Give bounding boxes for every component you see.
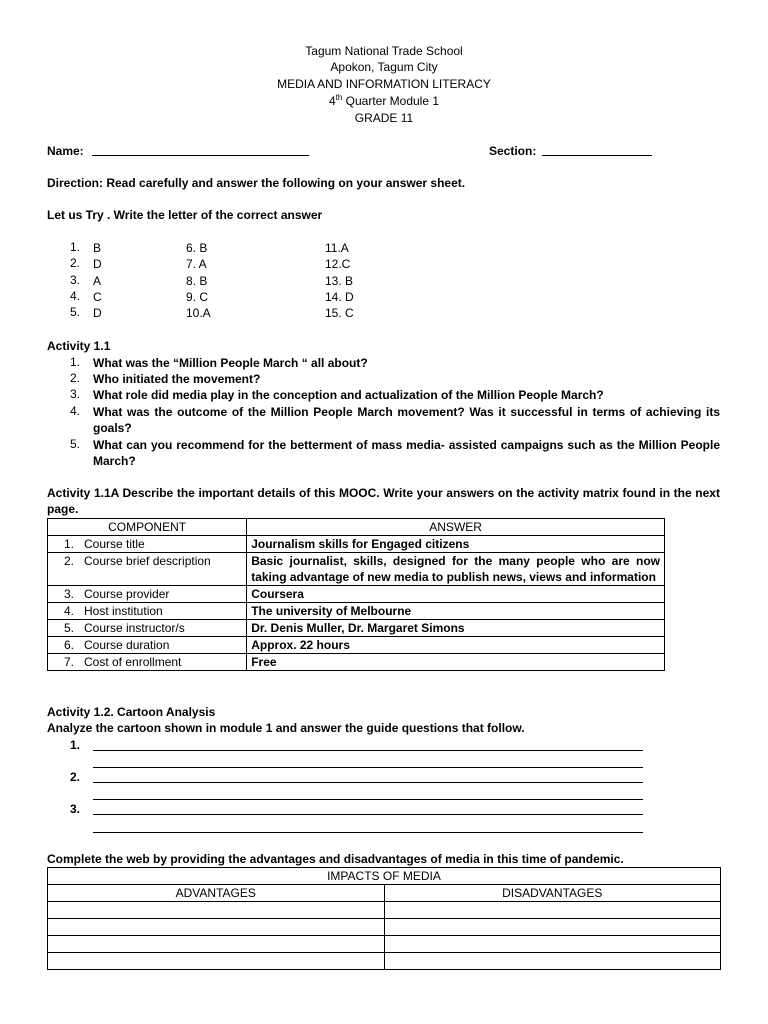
quarter-module: 4th Quarter Module 1 — [328, 93, 440, 108]
answer-num: 5. — [69, 305, 80, 319]
subject-title: MEDIA AND INFORMATION LITERACY — [277, 77, 491, 91]
row-answer: The university of Melbourne — [247, 603, 665, 620]
section-label: Section: — [489, 144, 537, 158]
row-component: Course provider — [80, 586, 247, 603]
activity-1-2-title: Activity 1.2. Cartoon Analysis — [47, 705, 216, 719]
answer-item: D — [93, 257, 102, 271]
answer-line[interactable] — [93, 750, 643, 751]
answer-item: A — [93, 274, 102, 288]
row-num: 5. — [48, 620, 81, 637]
question-num: 4. — [69, 404, 80, 418]
answer-item: B — [93, 241, 102, 255]
advantage-cell[interactable] — [48, 919, 385, 936]
answer-num: 2. — [69, 256, 80, 270]
impacts-title-row — [48, 868, 721, 885]
answer-line[interactable] — [93, 814, 643, 815]
answer-item: 12.C — [325, 257, 351, 271]
row-component: Course title — [80, 536, 247, 553]
row-component: Cost of enrollment — [80, 654, 247, 671]
advantage-cell[interactable] — [48, 936, 385, 953]
answer-item: 11.A — [325, 241, 349, 255]
guide-question-num: 3. — [69, 802, 80, 816]
row-component: Course brief description — [80, 553, 247, 586]
impacts-header-row — [48, 885, 721, 902]
question-num: 2. — [69, 371, 80, 385]
answer-num: 4. — [69, 289, 80, 303]
row-num: 4. — [48, 603, 81, 620]
question-text: What was the “Million People March “ all about? — [93, 356, 368, 370]
row-component: Host institution — [80, 603, 247, 620]
question-text: What role did media play in the conception and actualization of the Million People March? — [93, 388, 604, 402]
table-row — [48, 953, 721, 970]
answer-item: D — [93, 306, 102, 320]
disadvantage-cell[interactable] — [384, 919, 721, 936]
answer-line[interactable] — [93, 799, 643, 800]
answer-line[interactable] — [93, 832, 643, 833]
question-num: 5. — [69, 437, 80, 451]
answer-num: 1. — [69, 240, 80, 254]
guide-question-num: 2. — [69, 770, 80, 784]
row-answer: Dr. Denis Muller, Dr. Margaret Simons — [247, 620, 665, 637]
answer-header: ANSWER — [247, 519, 665, 536]
answer-item: 15. C — [325, 306, 354, 320]
row-num: 2. — [48, 553, 81, 586]
table-row — [48, 603, 665, 620]
answer-item: 6. B — [186, 241, 208, 255]
answer-item: 9. C — [186, 290, 209, 304]
row-component: Course duration — [80, 637, 247, 654]
answer-item: 14. D — [325, 290, 354, 304]
row-num: 3. — [48, 586, 81, 603]
row-num: 1. — [48, 536, 81, 553]
mooc-matrix-table — [47, 518, 665, 671]
row-answer: Basic journalist, skills, designed for the many people who are now taking advantage of new media to publish news, views and information — [247, 553, 665, 586]
table-row — [48, 536, 665, 553]
school-address: Apokon, Tagum City — [330, 60, 438, 74]
disadvantages-header: DISADVANTAGES — [384, 885, 721, 902]
table-header-row — [48, 519, 665, 536]
impacts-title: IMPACTS OF MEDIA — [48, 868, 721, 885]
table-row — [48, 620, 665, 637]
activity-1-2-instruction: Analyze the cartoon shown in module 1 and answer the guide questions that follow. — [47, 721, 525, 735]
table-row — [48, 654, 665, 671]
school-name: Tagum National Trade School — [305, 44, 463, 58]
row-component: Course instructor/s — [80, 620, 247, 637]
disadvantage-cell[interactable] — [384, 936, 721, 953]
disadvantage-cell[interactable] — [384, 953, 721, 970]
answer-num: 3. — [69, 273, 80, 287]
row-num: 6. — [48, 637, 81, 654]
row-answer: Journalism skills for Engaged citizens — [247, 536, 665, 553]
advantage-cell[interactable] — [48, 953, 385, 970]
answer-line[interactable] — [93, 767, 643, 768]
table-row — [48, 637, 665, 654]
answer-item: 7. A — [186, 257, 207, 271]
question-text: Who initiated the movement? — [93, 372, 261, 386]
answer-line[interactable] — [93, 782, 643, 783]
table-row — [48, 586, 665, 603]
question-num: 3. — [69, 387, 80, 401]
grade-level: GRADE 11 — [354, 111, 414, 125]
impacts-table — [47, 867, 721, 970]
name-field[interactable] — [92, 155, 309, 156]
impacts-instruction: Complete the web by providing the advantages and disadvantages of media in this time of pandemic. — [47, 852, 624, 866]
activity-1-1-title: Activity 1.1 — [47, 339, 111, 353]
question-num: 1. — [69, 355, 80, 369]
table-row — [48, 902, 721, 919]
answer-item: 10.A — [186, 306, 211, 320]
disadvantage-cell[interactable] — [384, 902, 721, 919]
table-row — [48, 553, 665, 586]
question-text: What was the outcome of the Million People March movement? Was it successful in terms of achieving its goals? — [93, 405, 720, 435]
row-answer: Coursera — [247, 586, 665, 603]
component-header: COMPONENT — [48, 519, 247, 536]
let-us-try-instruction: Let us Try . Write the letter of the correct answer — [47, 208, 323, 222]
name-label: Name: — [47, 144, 84, 158]
advantage-cell[interactable] — [48, 902, 385, 919]
row-num: 7. — [48, 654, 81, 671]
section-field[interactable] — [542, 155, 652, 156]
table-row — [48, 919, 721, 936]
row-answer: Approx. 22 hours — [247, 637, 665, 654]
question-text: What can you recommend for the betterment of mass media- assisted campaigns such as the Million People March? — [93, 438, 720, 468]
advantages-header: ADVANTAGES — [48, 885, 385, 902]
activity-1-1a-instruction: Activity 1.1A Describe the important details of this MOOC. Write your answers on the activity matrix found in the next page. — [47, 486, 720, 516]
row-answer: Free — [247, 654, 665, 671]
answer-item: 13. B — [325, 274, 354, 288]
answer-item: 8. B — [186, 274, 208, 288]
table-row — [48, 936, 721, 953]
direction-text: Direction: Read carefully and answer the following on your answer sheet. — [47, 176, 466, 190]
answer-item: C — [93, 290, 102, 304]
guide-question-num: 1. — [69, 738, 80, 752]
